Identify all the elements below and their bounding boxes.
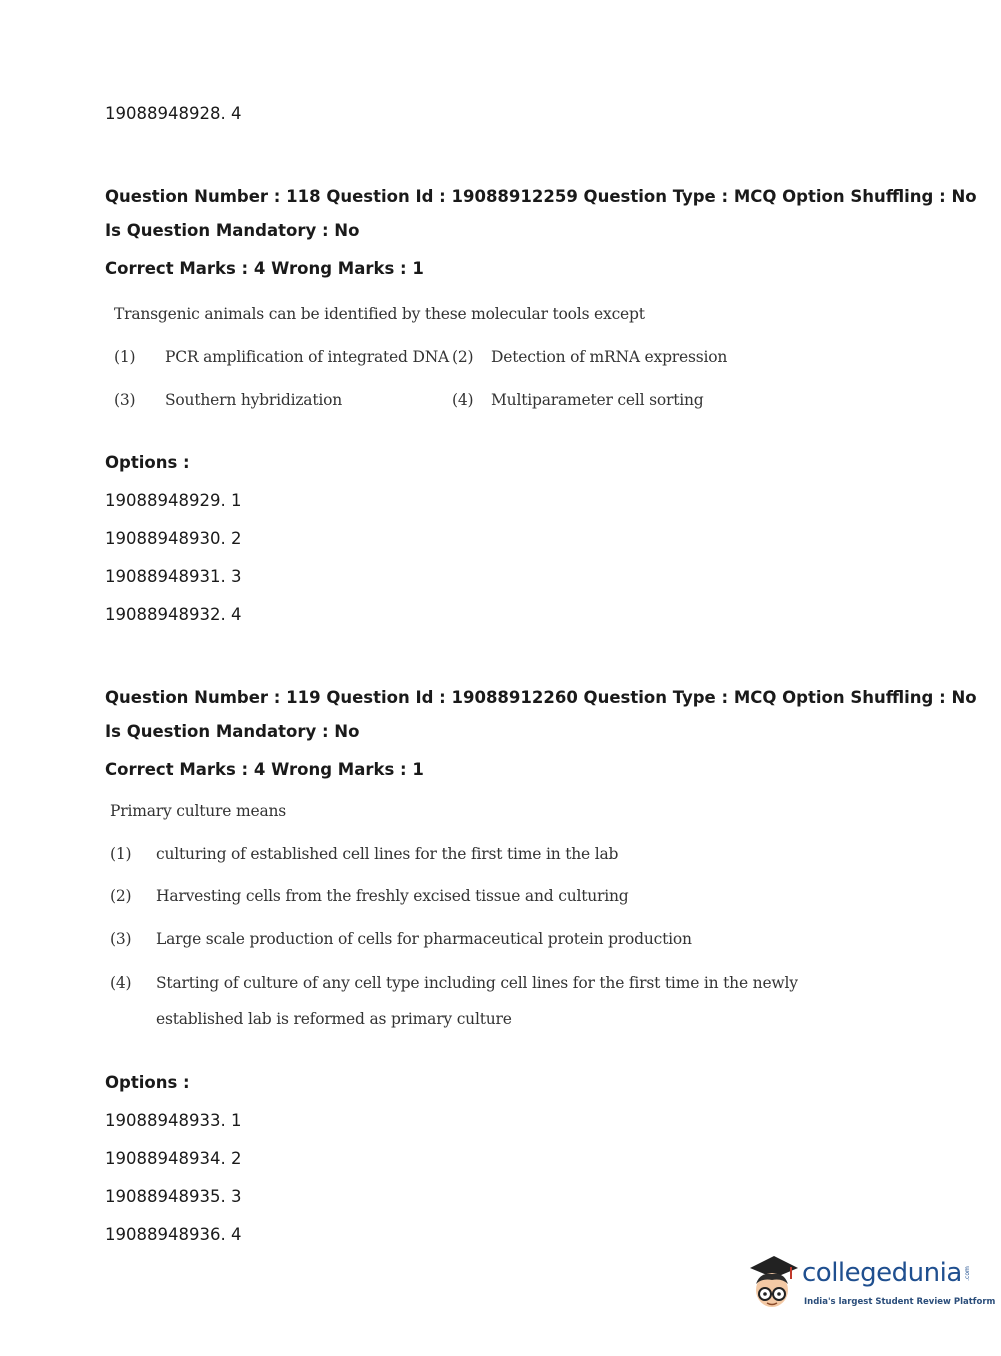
marks-line: Correct Marks : 4 Wrong Marks : 1 xyxy=(105,760,424,779)
collegedunia-logo xyxy=(742,1250,996,1320)
options-label: Options : xyxy=(105,1073,190,1092)
logo-tagline: India's largest Student Review Platform xyxy=(804,1297,996,1307)
option-line: 19088948930. 2 xyxy=(105,529,242,548)
option-line: 19088948931. 3 xyxy=(105,567,242,586)
option-line: 19088948928. 4 xyxy=(105,104,242,123)
option-line: 19088948934. 2 xyxy=(105,1149,242,1168)
option-line: 19088948929. 1 xyxy=(105,491,242,510)
marks-line: Correct Marks : 4 Wrong Marks : 1 xyxy=(105,259,424,278)
choice-number: (3) xyxy=(110,930,132,948)
choice-text-continued: established lab is reformed as primary culture xyxy=(156,1010,512,1028)
choice-text: Starting of culture of any cell type including cell lines for the first time in the newly xyxy=(156,974,798,992)
option-line: 19088948933. 1 xyxy=(105,1111,242,1130)
choice-number: (2) xyxy=(110,887,132,905)
choice-text: Southern hybridization xyxy=(165,391,343,409)
option-line: 19088948932. 4 xyxy=(105,605,242,624)
option-line: 19088948936. 4 xyxy=(105,1225,242,1244)
options-label: Options : xyxy=(105,453,190,472)
question-header: Question Number : 118 Question Id : 19088912259 Question Type : MCQ Option Shuffling : No xyxy=(105,187,977,206)
choice-number: (4) xyxy=(452,391,474,409)
choice-number: (1) xyxy=(114,348,136,366)
choice-text: culturing of established cell lines for the first time in the lab xyxy=(156,845,619,863)
choice-number: (3) xyxy=(114,391,136,409)
question-stem: Primary culture means xyxy=(110,802,287,820)
choice-number: (2) xyxy=(452,348,474,366)
question-header: Question Number : 119 Question Id : 19088912260 Question Type : MCQ Option Shuffling : No xyxy=(105,688,977,707)
choice-text: PCR amplification of integrated DNA xyxy=(165,348,450,366)
question-stem: Transgenic animals can be identified by these molecular tools except xyxy=(114,305,645,323)
choice-text: Detection of mRNA expression xyxy=(491,348,728,366)
option-line: 19088948935. 3 xyxy=(105,1187,242,1206)
mandatory-line: Is Question Mandatory : No xyxy=(105,221,360,240)
choice-text: Multiparameter cell sorting xyxy=(491,391,704,409)
choice-text: Large scale production of cells for pharmaceutical protein production xyxy=(156,930,692,948)
mascot-icon xyxy=(742,1250,802,1320)
choice-number: (4) xyxy=(110,974,132,992)
choice-number: (1) xyxy=(110,845,132,863)
mandatory-line: Is Question Mandatory : No xyxy=(105,722,360,741)
logo-name: collegedunia xyxy=(802,1258,962,1288)
logo-suffix: .com xyxy=(963,1266,971,1281)
choice-text: Harvesting cells from the freshly excised tissue and culturing xyxy=(156,887,629,905)
